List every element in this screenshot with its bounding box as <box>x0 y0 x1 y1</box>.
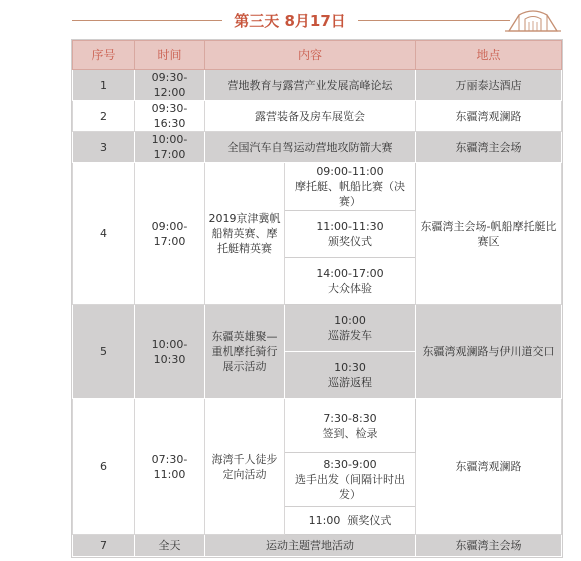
sub-item <box>285 211 416 258</box>
sub-item <box>285 258 416 305</box>
day-header <box>0 0 581 40</box>
sub-time: 8:30-9:00 <box>323 458 377 471</box>
sub-text: 巡游发车 <box>328 329 372 342</box>
row-place: 东疆湾主会场 <box>416 535 562 557</box>
sub-time: 09:00-11:00 <box>316 165 384 178</box>
sub-item <box>285 453 416 507</box>
row-time: 07:30-11:00 <box>135 399 205 535</box>
row-place: 东疆湾主会场 <box>416 132 562 163</box>
sub-time: 10:30 <box>334 361 366 374</box>
sub-time: 14:00-17:00 <box>316 267 384 280</box>
row-no: 4 <box>73 163 135 305</box>
header-time: 时间 <box>135 41 205 70</box>
sub-item <box>285 352 416 399</box>
sub-text: 摩托艇、帆船比赛（决赛） <box>295 180 405 208</box>
row-time: 09:30-12:00 <box>135 70 205 101</box>
row-place: 东疆湾观澜路与伊川道交口 <box>416 305 562 399</box>
sub-text: 签到、检录 <box>322 426 378 440</box>
row-place: 东疆湾观澜路 <box>416 101 562 132</box>
sub-item <box>285 507 416 535</box>
table-row <box>73 101 562 132</box>
row-no: 6 <box>73 399 135 535</box>
header-place: 地点 <box>416 41 562 70</box>
day-title: 第三天 8月17日 <box>234 12 346 30</box>
table-row <box>73 535 562 557</box>
row-time: 09:00-17:00 <box>135 163 205 305</box>
sub-text: 颁奖仪式 <box>328 235 372 248</box>
row-no: 3 <box>73 132 135 163</box>
sub-text: 巡游返程 <box>328 376 372 389</box>
row-place: 东疆湾观澜路 <box>416 399 562 535</box>
sub-text: 大众体验 <box>328 282 372 295</box>
divider-line-left <box>72 20 222 21</box>
row-content: 2019京津冀帆船精英赛、摩托艇精英赛 <box>205 163 285 305</box>
sub-time: 7:30-8:30 <box>323 411 377 425</box>
table-row <box>73 163 562 211</box>
tent-icon <box>505 5 561 35</box>
table-row <box>73 399 562 453</box>
row-content: 全国汽车自驾运动营地攻防箭大赛 <box>205 132 416 163</box>
sub-text: 颁奖仪式 <box>347 514 392 527</box>
row-content: 营地教育与露营产业发展高峰论坛 <box>205 70 416 101</box>
header-no: 序号 <box>73 41 135 70</box>
row-place: 万丽泰达酒店 <box>416 70 562 101</box>
row-content: 露营装备及房车展览会 <box>205 101 416 132</box>
divider-line-right <box>358 20 510 21</box>
sub-text: 选手出发（间隔计时出发） <box>295 473 405 501</box>
sub-time: 11:00-11:30 <box>316 220 384 233</box>
table-row <box>73 70 562 101</box>
row-no: 2 <box>73 101 135 132</box>
header-content: 内容 <box>205 41 416 70</box>
row-content: 东疆英雄聚—重机摩托骑行展示活动 <box>205 305 285 399</box>
row-time: 10:00-17:00 <box>135 132 205 163</box>
row-time: 09:30-16:30 <box>135 101 205 132</box>
schedule-table <box>72 40 562 557</box>
table-row <box>73 132 562 163</box>
sub-item <box>285 399 416 453</box>
sub-time: 10:00 <box>334 314 366 327</box>
sub-time: 11:00 <box>308 514 341 527</box>
table-row <box>73 305 562 352</box>
sub-item <box>285 163 416 211</box>
table-header-row <box>73 41 562 70</box>
sub-item <box>285 305 416 352</box>
row-no: 7 <box>73 535 135 557</box>
row-content: 运动主题营地活动 <box>205 535 416 557</box>
row-content: 海湾千人徒步定向活动 <box>205 399 285 535</box>
row-time: 10:00-10:30 <box>135 305 205 399</box>
row-no: 1 <box>73 70 135 101</box>
row-time: 全天 <box>135 535 205 557</box>
row-no: 5 <box>73 305 135 399</box>
row-place: 东疆湾主会场-帆船摩托艇比赛区 <box>416 163 562 305</box>
